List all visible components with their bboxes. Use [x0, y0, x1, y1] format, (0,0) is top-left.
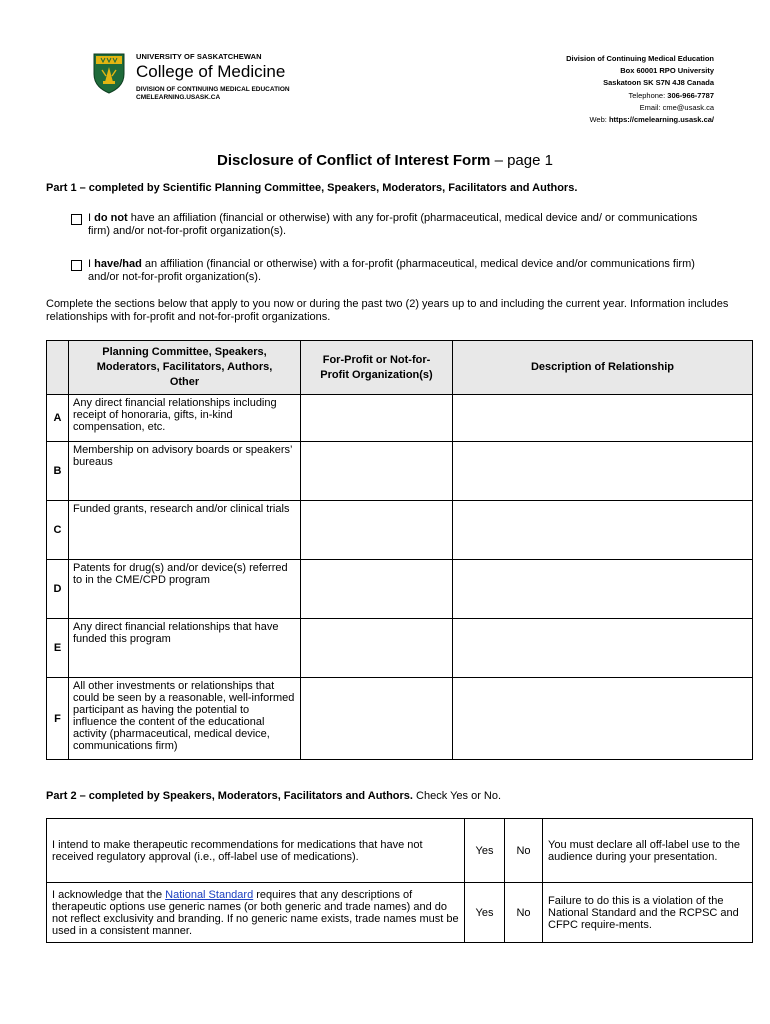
row-letter: E — [47, 619, 69, 678]
acknowledgement-table — [46, 818, 753, 943]
form-title — [0, 152, 770, 169]
contact-email — [566, 102, 714, 114]
off-label-no-option[interactable]: No — [505, 819, 543, 883]
off-label-statement: I intend to make therapeutic recommendations for medications that have not received regulatory approval (i.e., off-label use of medications). — [47, 819, 465, 883]
row-letter: B — [47, 442, 69, 501]
off-label-note: You must declare all off-label use to the audience during your presentation. — [543, 819, 753, 883]
disclosure-row-c — [47, 501, 753, 560]
disclosure-row-d — [47, 560, 753, 619]
disclosure-row-e — [47, 619, 753, 678]
relationship-input-d[interactable] — [453, 560, 753, 619]
off-label-row — [47, 819, 753, 883]
contact-phone — [566, 90, 714, 102]
university-shield-logo — [92, 52, 126, 94]
have-had-checkbox[interactable] — [71, 260, 82, 271]
generic-text-post: requires that any descriptions of therapeutic options use generic names (or both generic and trade names) and do not reflect exclusivity and branding. If no generic name exists, trade names must be used in a consistent manner. — [52, 888, 459, 937]
web-value[interactable]: https://cmelearning.usask.ca/ — [608, 115, 714, 125]
part2-heading — [46, 790, 501, 802]
do-not-checkbox[interactable] — [71, 214, 82, 225]
generic-names-no-option[interactable]: No — [505, 883, 543, 943]
stmt1-bold: do not — [94, 212, 128, 224]
web-label: Web: — [589, 115, 607, 125]
university-name: UNIVERSITY OF SASKATCHEWAN — [136, 52, 262, 61]
row-letter: D — [47, 560, 69, 619]
relationship-header: Description of Relationship — [453, 341, 753, 395]
organization-input-c[interactable] — [301, 501, 453, 560]
phone-value: 306-966-7787 — [667, 90, 714, 100]
phone-label: Telephone: — [628, 90, 666, 100]
organization-input-b[interactable] — [301, 442, 453, 501]
college-identity — [136, 52, 290, 102]
organization-input-e[interactable] — [301, 619, 453, 678]
generic-names-note: Failure to do this is a violation of the National Standard and the RCPSC and CFPC require-ments. — [543, 883, 753, 943]
part1-instructions: Complete the sections below that apply to you now or during the past two (2) years up to and including the current year. Information includes relationships with for-profit and not-for-profit organizations. — [46, 298, 729, 323]
division-website: CMELEARNING.USASK.CA — [136, 94, 221, 101]
disclosure-header-row — [47, 341, 753, 395]
generic-names-yes-option[interactable]: Yes — [465, 883, 505, 943]
row-label: All other investments or relationships that could be seen by a reasonable, well-informed participant as having the potential to influence the content of the educational activity (pharmaceutical, medical device, communications firm) — [69, 678, 301, 760]
organization-input-d[interactable] — [301, 560, 453, 619]
division-name: DIVISION OF CONTINUING MEDICAL EDUCATION — [136, 86, 290, 93]
title-main: Disclosure of Conflict of Interest Form — [217, 152, 491, 169]
organization-input-a[interactable] — [301, 395, 453, 442]
row-letter: F — [47, 678, 69, 760]
stmt2-pre: I — [88, 258, 95, 270]
row-label: Funded grants, research and/or clinical trials — [69, 501, 301, 560]
generic-names-row — [47, 883, 753, 943]
row-label: Any direct financial relationships that have funded this program — [69, 619, 301, 678]
page-header — [0, 0, 770, 140]
stmt2-bold: have/had — [94, 258, 142, 270]
contact-box: Box 60001 RPO University — [620, 66, 714, 76]
college-name: College of Medicine — [136, 62, 286, 81]
relationship-input-f[interactable] — [453, 678, 753, 760]
part1-heading: Part 1 – completed by Scientific Planning Committee, Speakers, Moderators, Facilitators and Authors. — [46, 182, 578, 194]
off-label-yes-option[interactable]: Yes — [465, 819, 505, 883]
role-header: Planning Committee, Speakers, Moderators, Facilitators, Authors, Other — [69, 341, 301, 395]
part2-heading-bold: Part 2 – completed by Speakers, Moderators, Facilitators and Authors. — [46, 790, 413, 802]
disclosure-table — [46, 340, 753, 760]
relationship-input-c[interactable] — [453, 501, 753, 560]
row-label: Membership on advisory boards or speakers’ bureaus — [69, 442, 301, 501]
disclosure-row-b — [47, 442, 753, 501]
contact-block — [566, 53, 714, 126]
email-value[interactable]: cme@usask.ca — [662, 102, 714, 112]
title-suffix: – page 1 — [490, 152, 553, 169]
row-label: Any direct financial relationships including receipt of honoraria, gifts, in-kind compensation, etc. — [69, 395, 301, 442]
contact-division: Division of Continuing Medical Education — [566, 54, 714, 63]
contact-city: Saskatoon SK S7N 4J8 Canada — [603, 78, 714, 88]
disclosure-row-a — [47, 395, 753, 442]
row-letter: A — [47, 395, 69, 442]
relationship-input-e[interactable] — [453, 619, 753, 678]
contact-web — [566, 114, 714, 126]
organization-header: For-Profit or Not-for-Profit Organization(s) — [301, 341, 453, 395]
email-label: Email: — [639, 102, 661, 112]
disclosure-row-f — [47, 678, 753, 760]
row-label: Patents for drug(s) and/or device(s) referred to in the CME/CPD program — [69, 560, 301, 619]
organization-input-f[interactable] — [301, 678, 453, 760]
stmt1-pre: I — [88, 212, 95, 224]
generic-text-pre: I acknowledge that the — [52, 888, 166, 901]
part2-heading-rest: Check Yes or No. — [412, 790, 502, 802]
stmt1-post: have an affiliation (financial or otherwise) with any for-profit (pharmaceutical, medical device and/ or communications firm) and/or not-for-profit organization(s). — [88, 212, 698, 237]
affiliation-statement — [88, 258, 698, 284]
stmt2-post: an affiliation (financial or otherwise) with a for-profit (pharmaceutical, medical device and/or communications firm) and/or not-for-profit organization(s). — [88, 258, 695, 283]
row-letter: C — [47, 501, 69, 560]
relationship-input-b[interactable] — [453, 442, 753, 501]
no-affiliation-statement — [88, 212, 698, 238]
generic-names-statement — [47, 883, 465, 943]
national-standard-link[interactable]: National Standard — [165, 888, 254, 901]
relationship-input-a[interactable] — [453, 395, 753, 442]
letter-header-cell — [47, 341, 69, 395]
